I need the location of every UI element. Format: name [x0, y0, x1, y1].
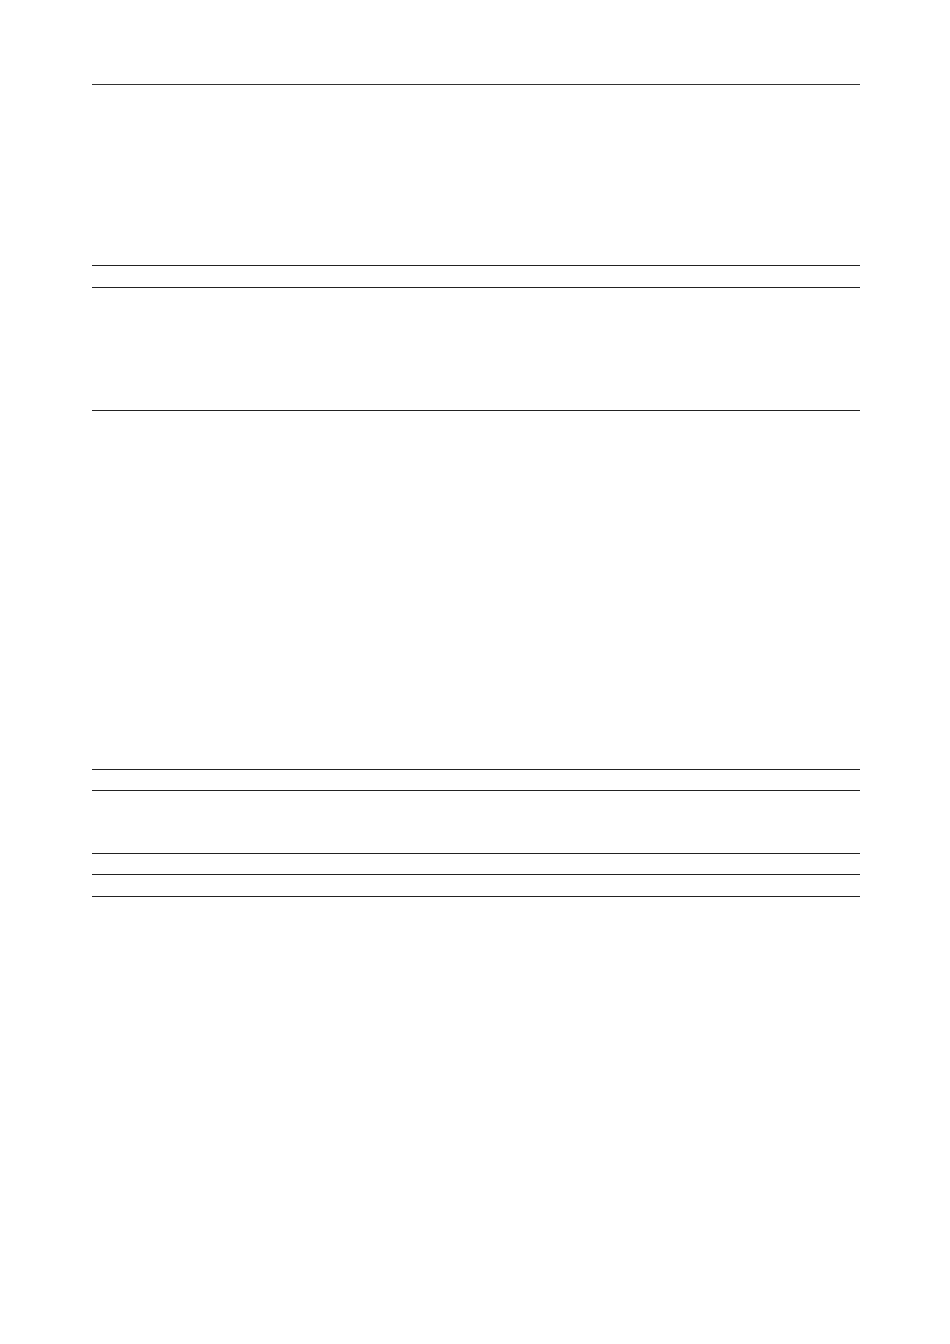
cell [699, 833, 860, 854]
column-header [378, 266, 473, 288]
cell [378, 308, 473, 329]
column-header [92, 875, 187, 897]
column-header [473, 266, 578, 288]
column-header [432, 875, 557, 897]
cell [92, 833, 184, 854]
cell [184, 288, 274, 309]
column-header [658, 266, 772, 288]
column-header [699, 770, 860, 791]
cell [184, 370, 274, 391]
table2 [92, 769, 860, 854]
figure2-charts [92, 418, 860, 588]
table-row [92, 288, 860, 309]
column-header [680, 875, 860, 897]
table-header-row [92, 770, 860, 791]
table1 [92, 265, 860, 411]
cell [184, 833, 369, 854]
cell [378, 370, 473, 391]
cell [378, 329, 473, 350]
column-header [184, 770, 369, 791]
cell [529, 791, 699, 812]
cell [699, 812, 860, 833]
cell [92, 812, 184, 833]
rsd-cell [772, 288, 860, 411]
cell [369, 812, 529, 833]
cell [274, 308, 378, 329]
column-header [274, 266, 378, 288]
cell [473, 390, 578, 411]
cell [378, 349, 473, 370]
table-row [92, 812, 860, 833]
cell [578, 370, 658, 391]
avg-recovery-cell [658, 288, 772, 411]
cell [184, 349, 274, 370]
header-rule [92, 84, 860, 85]
cell [529, 833, 699, 854]
cell [184, 329, 274, 350]
cell [274, 370, 378, 391]
cell [274, 390, 378, 411]
cell [184, 390, 274, 411]
cell [578, 390, 658, 411]
cell [184, 791, 369, 812]
table-header-row [92, 266, 860, 288]
column-header [307, 875, 432, 897]
cell [473, 370, 578, 391]
cell [274, 288, 378, 309]
cell [529, 812, 699, 833]
table3 [92, 874, 860, 897]
cell [473, 349, 578, 370]
column-header [578, 266, 658, 288]
column-header [92, 266, 184, 288]
column-header [187, 875, 307, 897]
column-header [184, 266, 274, 288]
cell [578, 288, 658, 309]
column-header [369, 770, 529, 791]
column-header [92, 770, 184, 791]
cell [92, 791, 184, 812]
column-header [557, 875, 680, 897]
cell [473, 329, 578, 350]
table-header-row [92, 875, 860, 897]
cell [184, 812, 369, 833]
cell [184, 308, 274, 329]
cell [578, 329, 658, 350]
component-cell [92, 288, 184, 411]
cell [378, 288, 473, 309]
cell [473, 308, 578, 329]
cell [378, 390, 473, 411]
column-header [772, 266, 860, 288]
table-row [92, 833, 860, 854]
cell [274, 329, 378, 350]
cell [369, 791, 529, 812]
cell [473, 288, 578, 309]
cell [699, 791, 860, 812]
cell [578, 349, 658, 370]
cell [274, 349, 378, 370]
column-header [529, 770, 699, 791]
cell [369, 833, 529, 854]
cell [578, 308, 658, 329]
table-row [92, 791, 860, 812]
